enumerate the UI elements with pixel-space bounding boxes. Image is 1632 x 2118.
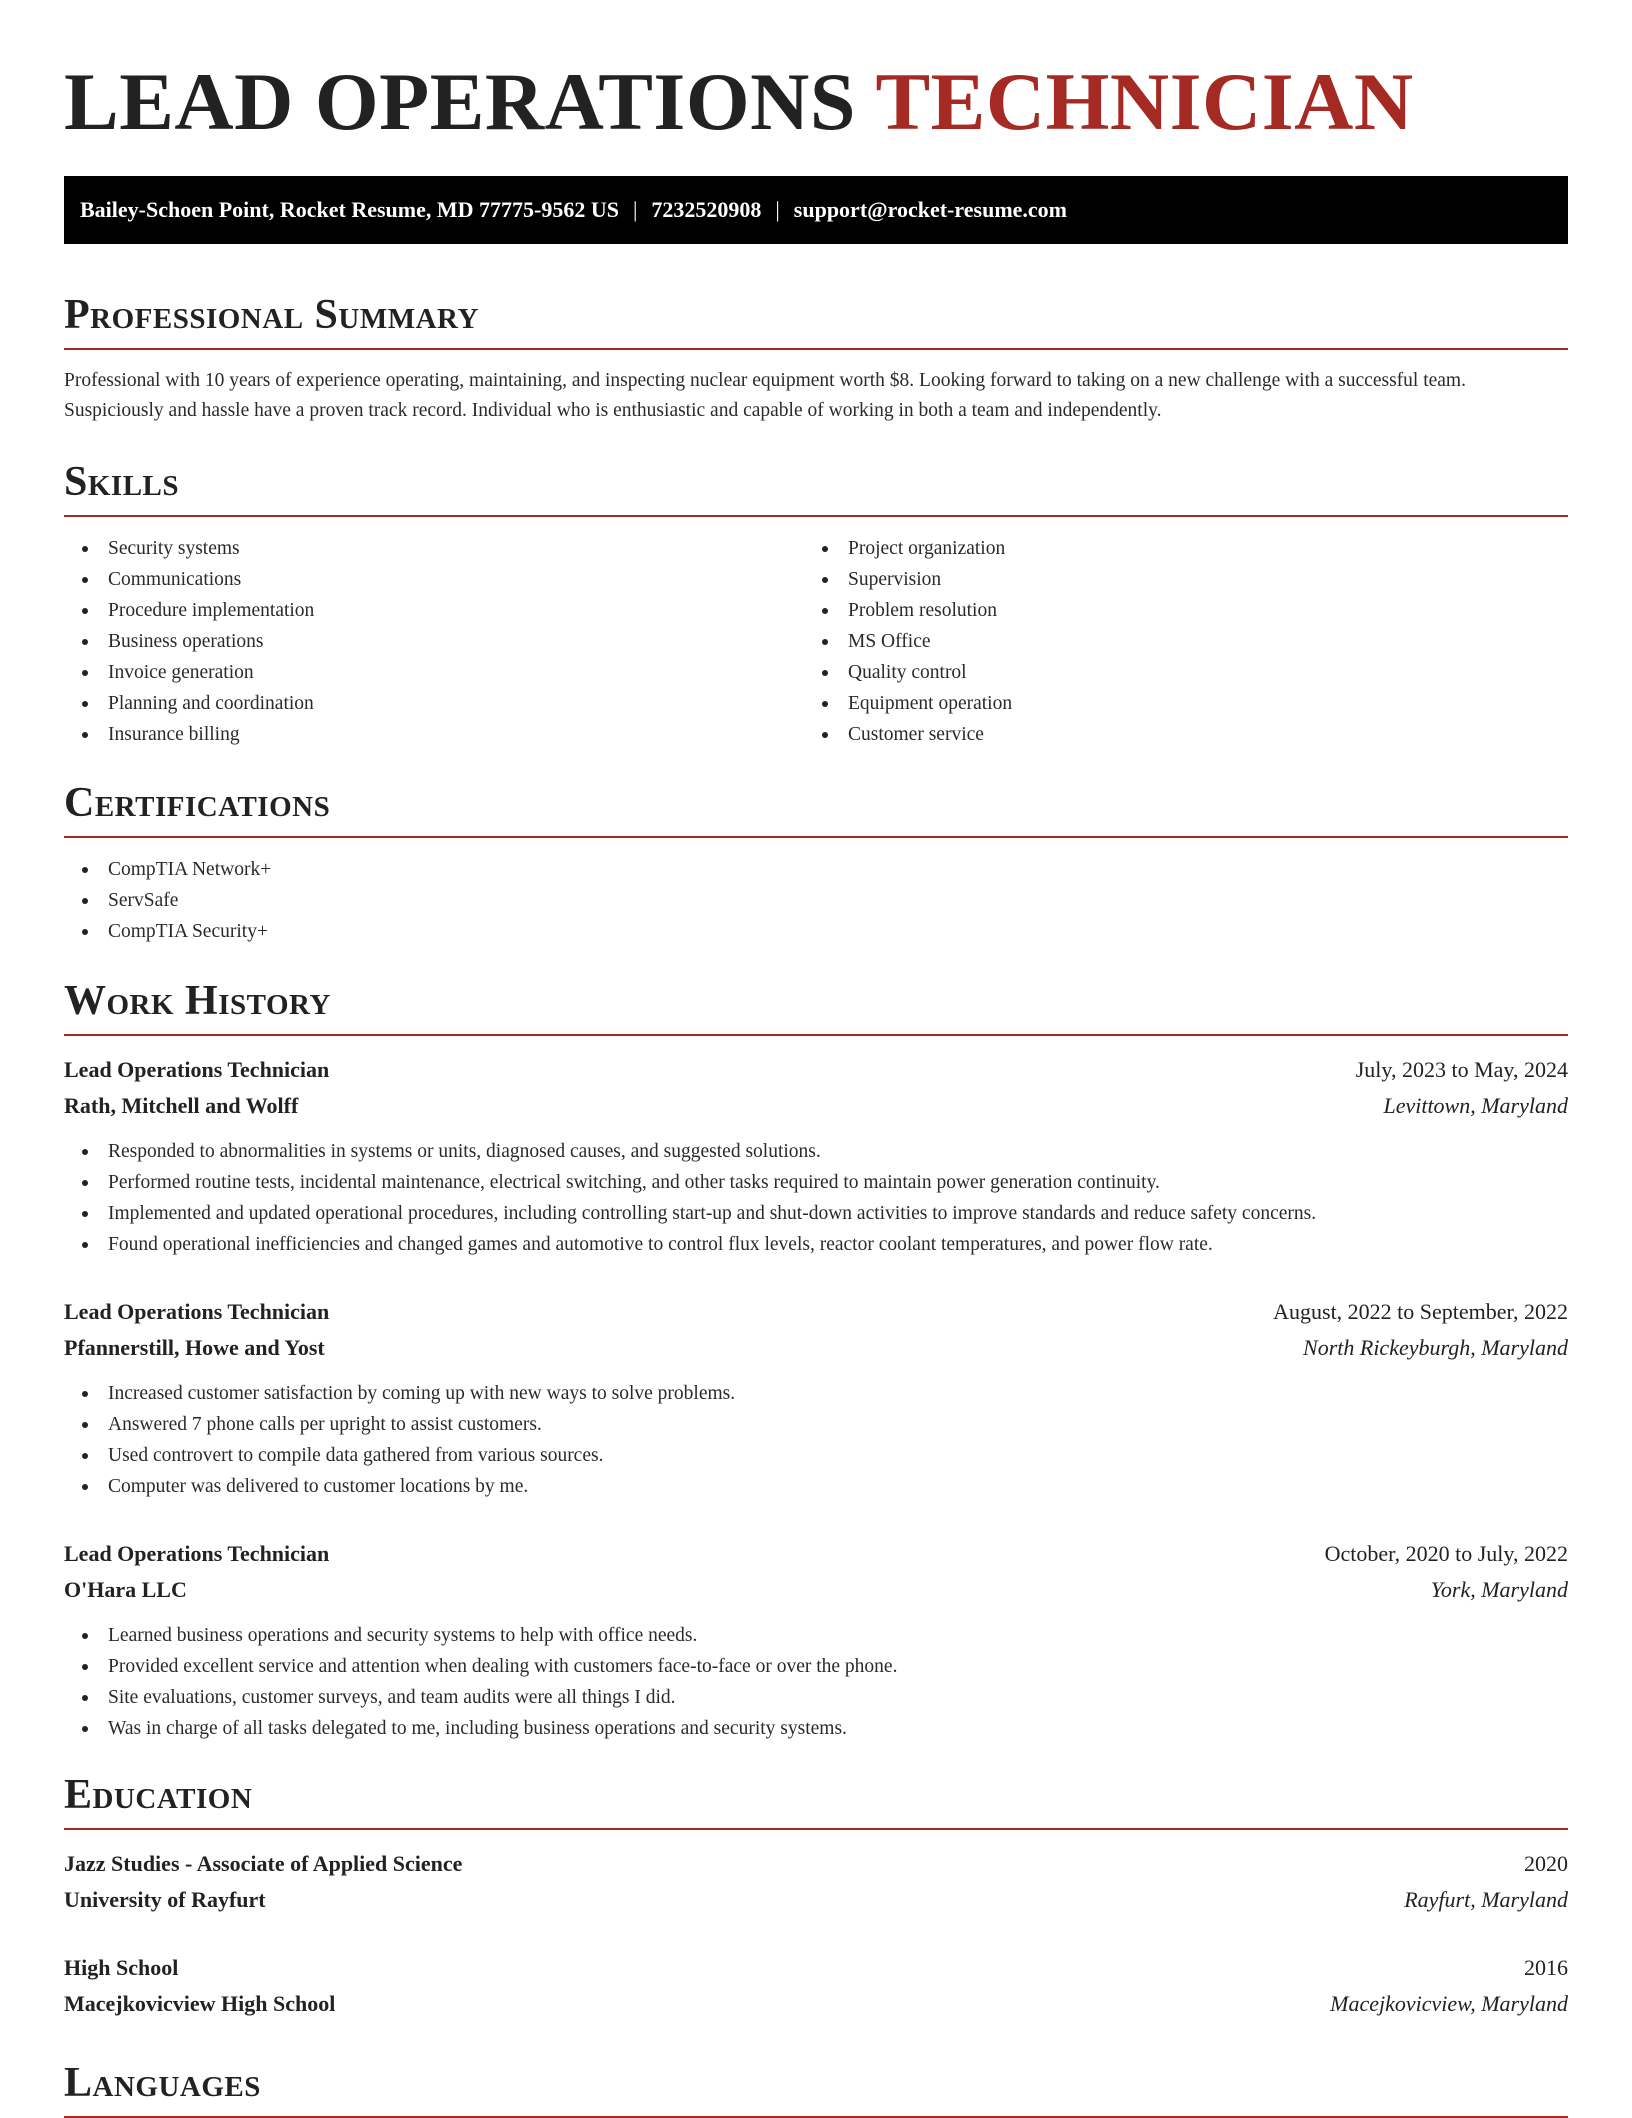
skill-item: Problem resolution xyxy=(804,595,1544,626)
job-bullet: Performed routine tests, incidental maintenance, electrical switching, and other tasks required to maintain power generation continuity. xyxy=(64,1167,1568,1198)
certifications-heading: Certifications xyxy=(64,782,1568,838)
skill-item: Communications xyxy=(64,564,804,595)
job-bullet: Provided excellent service and attention when dealing with customers face-to-face or over the phone. xyxy=(64,1651,1568,1682)
job-bullet: Was in charge of all tasks delegated to me, including business operations and security systems. xyxy=(64,1713,1568,1744)
certification-item: CompTIA Network+ xyxy=(64,854,1568,885)
skill-item: Planning and coordination xyxy=(64,688,804,719)
education-degree: Jazz Studies - Associate of Applied Science xyxy=(64,1851,463,1876)
skill-item: Quality control xyxy=(804,657,1544,688)
job-company-row xyxy=(64,1330,1568,1366)
job-bullet: Found operational inefficiencies and changed games and automotive to control flux levels, reactor coolant temperatures, and power flow rate. xyxy=(64,1229,1568,1260)
certifications-list xyxy=(64,854,1568,947)
skill-item: Invoice generation xyxy=(64,657,804,688)
contact-bar xyxy=(64,176,1568,244)
job-role: Lead Operations Technician xyxy=(64,1057,330,1082)
education-header-row xyxy=(64,1846,1568,1882)
name-last: TECHNICIAN xyxy=(875,56,1414,147)
skills-grid xyxy=(64,533,1568,750)
skills-list-left xyxy=(64,533,804,750)
education-entry xyxy=(64,1846,1568,1918)
skill-item: Security systems xyxy=(64,533,804,564)
job-header-row xyxy=(64,1536,1568,1572)
job-role: Lead Operations Technician xyxy=(64,1541,330,1566)
education-location: Macejkovicview, Maryland xyxy=(1330,1991,1568,2016)
education-entry xyxy=(64,1950,1568,2022)
job-bullet: Used controvert to compile data gathered from various sources. xyxy=(64,1440,1568,1471)
skill-item: Project organization xyxy=(804,533,1544,564)
summary-section xyxy=(64,294,1568,426)
skill-item: Supervision xyxy=(804,564,1544,595)
skill-item: Equipment operation xyxy=(804,688,1544,719)
job-header-row xyxy=(64,1294,1568,1330)
contact-address: Bailey-Schoen Point, Rocket Resume, MD 77775-9562 US xyxy=(80,197,619,222)
skills-column-left xyxy=(64,533,804,750)
skill-item: Customer service xyxy=(804,719,1544,750)
languages-heading: Languages xyxy=(64,2062,1568,2118)
education-section xyxy=(64,1774,1568,2022)
work-history-heading: Work History xyxy=(64,980,1568,1036)
job-dates: August, 2022 to September, 2022 xyxy=(1273,1299,1568,1324)
job-bullet: Site evaluations, customer surveys, and team audits were all things I did. xyxy=(64,1682,1568,1713)
contact-phone: 7232520908 xyxy=(651,197,762,222)
skills-heading: Skills xyxy=(64,461,1568,517)
contact-email: support@rocket-resume.com xyxy=(793,197,1067,222)
job-bullet: Implemented and updated operational procedures, including controlling start-up and shut-down activities to improve standards and reduce safety concerns. xyxy=(64,1198,1568,1229)
certification-item: ServSafe xyxy=(64,885,1568,916)
job-location: Levittown, Maryland xyxy=(1383,1093,1568,1118)
work-history-section xyxy=(64,980,1568,1744)
skills-section xyxy=(64,461,1568,750)
skills-list-right xyxy=(804,533,1544,750)
job-bullets xyxy=(64,1136,1568,1260)
skills-column-right xyxy=(804,533,1544,750)
job-entry xyxy=(64,1052,1568,1260)
certifications-section xyxy=(64,782,1568,947)
certification-item: CompTIA Security+ xyxy=(64,916,1568,947)
job-location: North Rickeyburgh, Maryland xyxy=(1303,1335,1568,1360)
job-dates: July, 2023 to May, 2024 xyxy=(1355,1057,1568,1082)
resume-name xyxy=(64,0,1568,176)
name-first: LEAD OPERATIONS xyxy=(64,56,856,147)
skill-item: Procedure implementation xyxy=(64,595,804,626)
job-company: Pfannerstill, Howe and Yost xyxy=(64,1335,325,1360)
job-company: O'Hara LLC xyxy=(64,1577,187,1602)
skill-item: Business operations xyxy=(64,626,804,657)
education-heading: Education xyxy=(64,1774,1568,1830)
job-company-row xyxy=(64,1572,1568,1608)
contact-separator: | xyxy=(632,197,638,222)
education-school-row xyxy=(64,1986,1568,2022)
skill-item: MS Office xyxy=(804,626,1544,657)
languages-section xyxy=(64,2062,1568,2118)
job-role: Lead Operations Technician xyxy=(64,1299,330,1324)
job-entry xyxy=(64,1536,1568,1744)
summary-text: Professional with 10 years of experience operating, maintaining, and inspecting nuclear equipment worth $8. Looking forward to taking on a new challenge with a successful team. Suspiciously and hassle have a proven track record. Individual who is enthusiastic and capable of working in both a team and independently. xyxy=(64,370,1466,421)
job-company: Rath, Mitchell and Wolff xyxy=(64,1093,299,1118)
education-degree: High School xyxy=(64,1955,179,1980)
job-dates: October, 2020 to July, 2022 xyxy=(1324,1541,1568,1566)
education-school: Macejkovicview High School xyxy=(64,1991,336,2016)
education-year: 2016 xyxy=(1524,1955,1568,1980)
job-company-row xyxy=(64,1088,1568,1124)
job-bullets xyxy=(64,1620,1568,1744)
education-school-row xyxy=(64,1882,1568,1918)
job-bullet: Computer was delivered to customer locations by me. xyxy=(64,1471,1568,1502)
job-entry xyxy=(64,1294,1568,1502)
job-bullet: Answered 7 phone calls per upright to assist customers. xyxy=(64,1409,1568,1440)
job-bullet: Increased customer satisfaction by coming up with new ways to solve problems. xyxy=(64,1378,1568,1409)
job-location: York, Maryland xyxy=(1430,1577,1568,1602)
job-bullet: Learned business operations and security systems to help with office needs. xyxy=(64,1620,1568,1651)
contact-separator: | xyxy=(775,197,780,222)
education-year: 2020 xyxy=(1524,1851,1568,1876)
job-bullets xyxy=(64,1378,1568,1502)
education-location: Rayfurt, Maryland xyxy=(1404,1887,1568,1912)
skill-item: Insurance billing xyxy=(64,719,804,750)
job-header-row xyxy=(64,1052,1568,1088)
job-bullet: Responded to abnormalities in systems or units, diagnosed causes, and suggested solutions. xyxy=(64,1136,1568,1167)
education-school: University of Rayfurt xyxy=(64,1887,266,1912)
education-header-row xyxy=(64,1950,1568,1986)
summary-heading: Professional Summary xyxy=(64,294,1568,350)
